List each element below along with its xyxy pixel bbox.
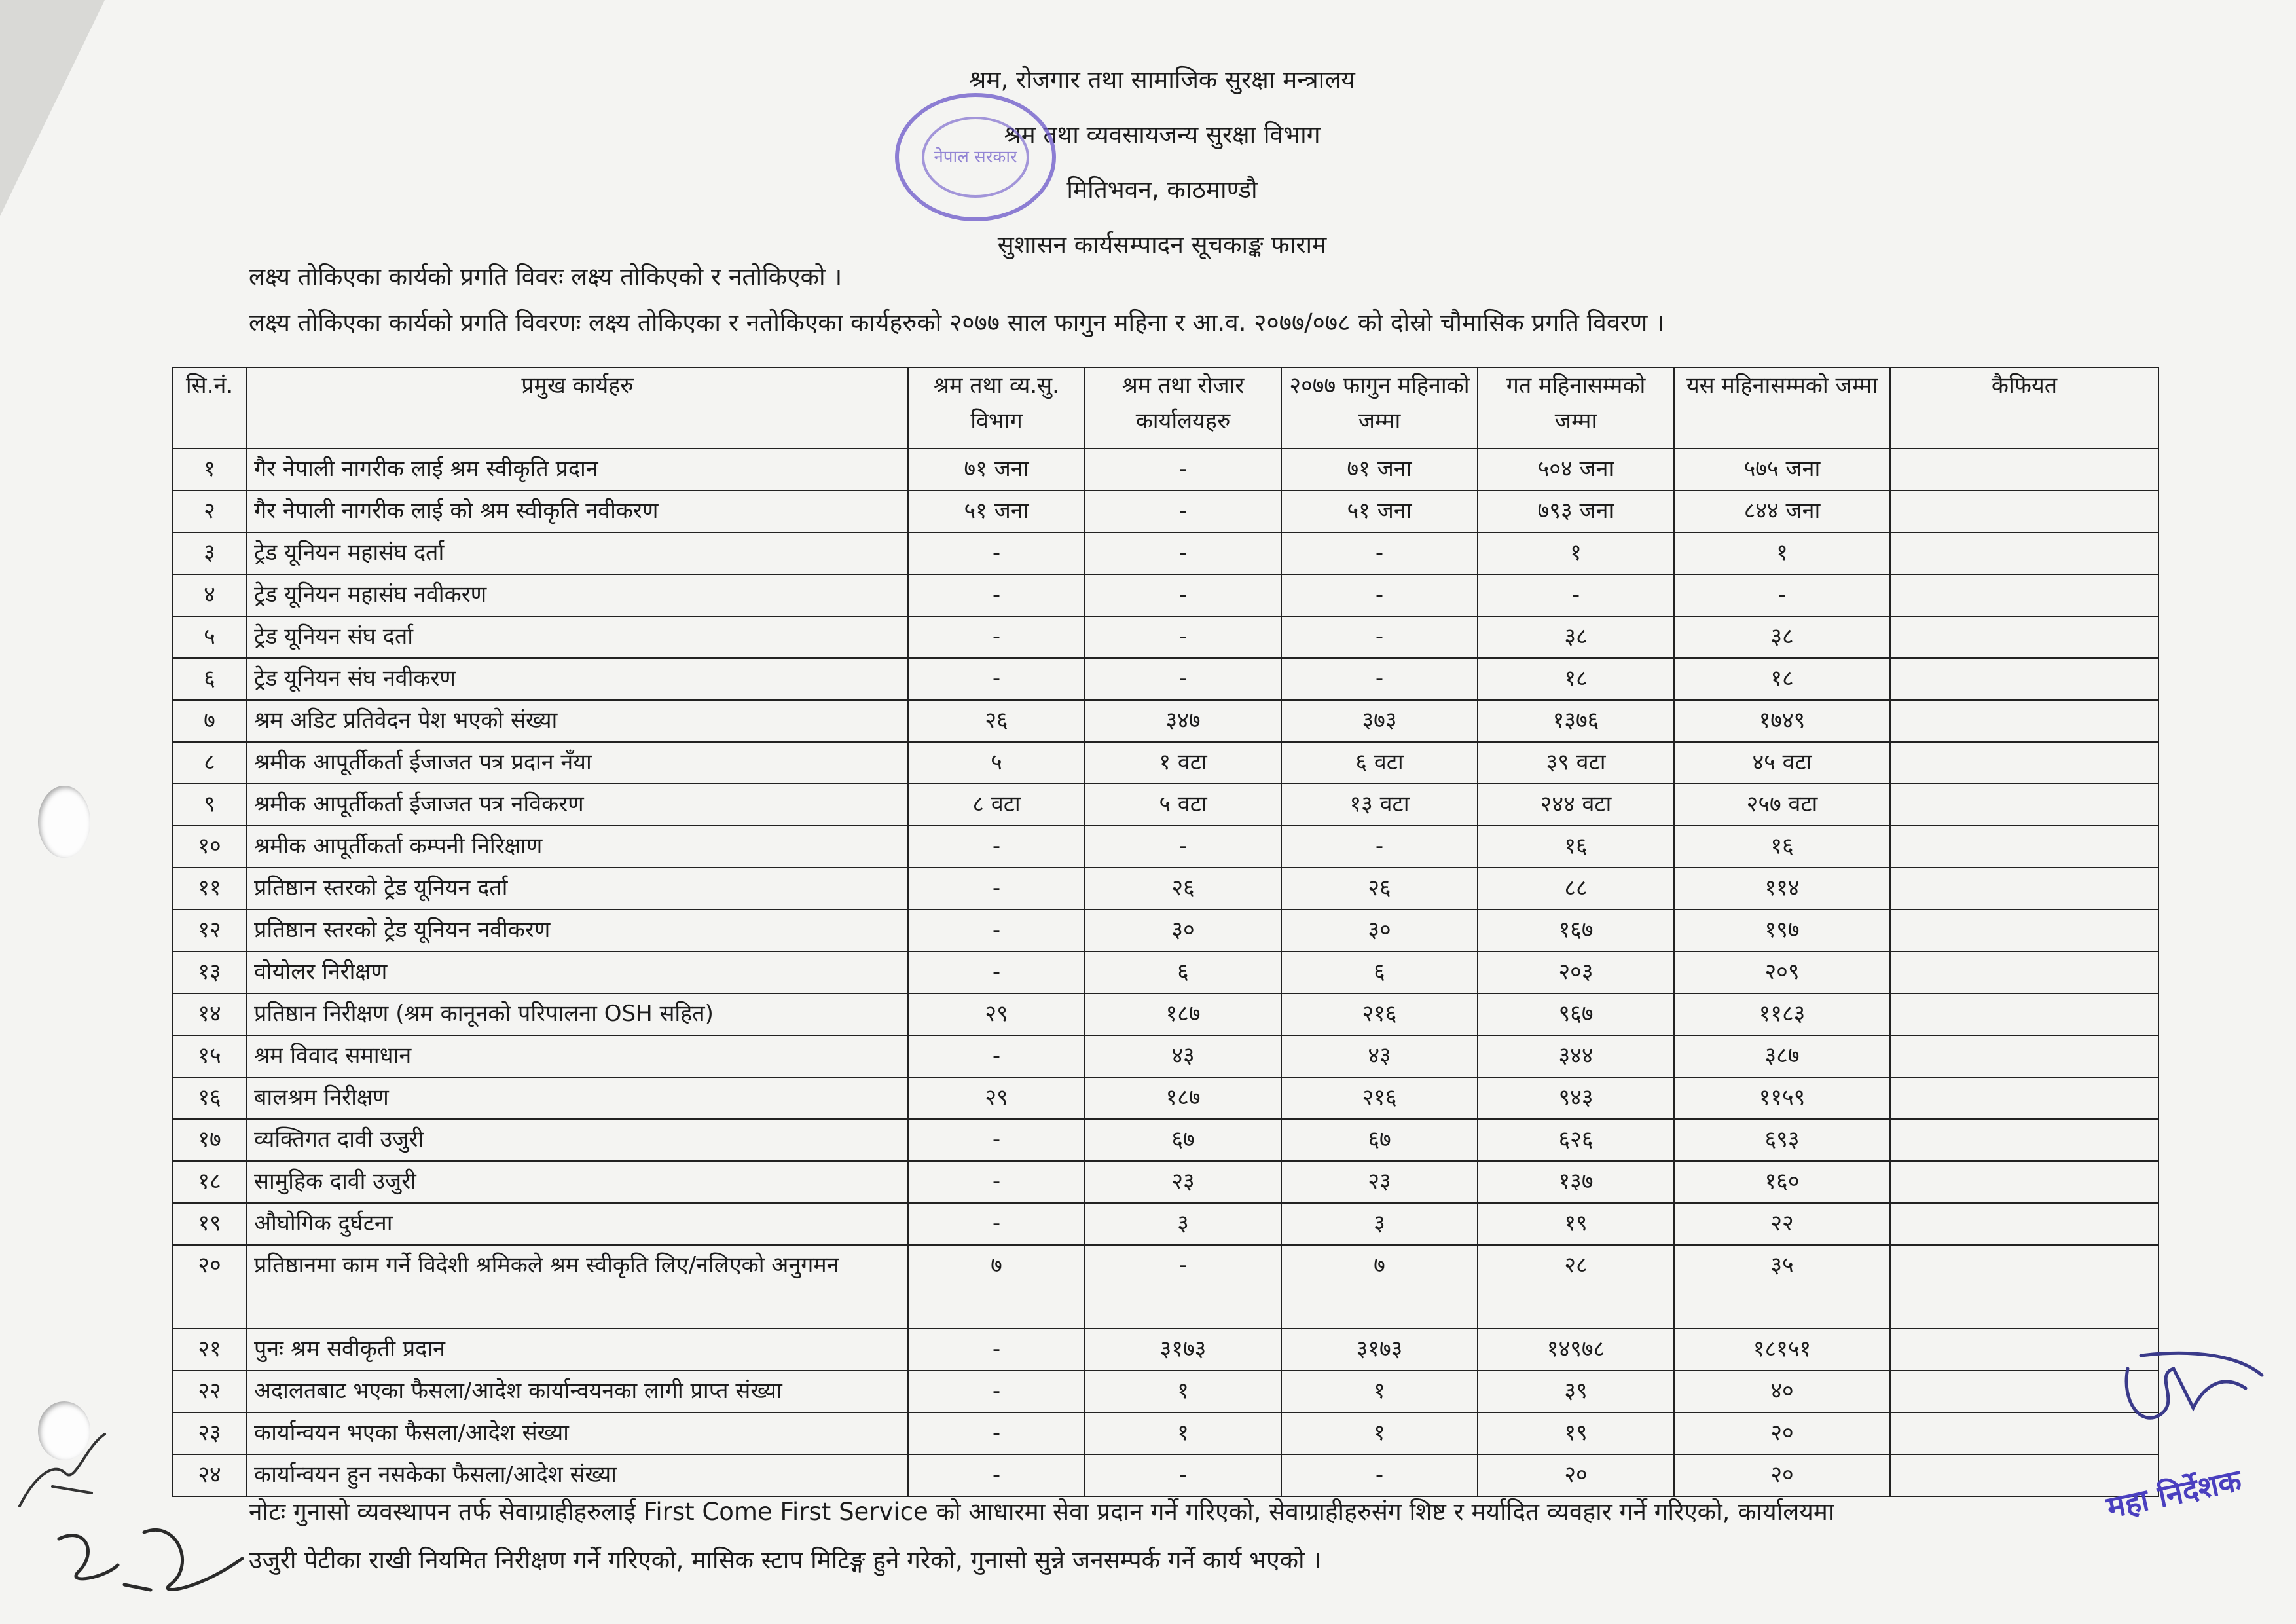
table-row (172, 490, 2159, 532)
cell-month-total: ६७ (1281, 1119, 1478, 1161)
cell-activity: प्रतिष्ठान स्तरको ट्रेड यूनियन दर्ता (247, 868, 908, 910)
cell-dept: - (908, 1371, 1085, 1412)
cell-this-total: २२ (1674, 1203, 1890, 1245)
cell-prev-total: २० (1478, 1454, 1674, 1496)
cell-month-total: १ (1281, 1371, 1478, 1412)
cell-remarks (1890, 951, 2159, 993)
cell-remarks (1890, 700, 2159, 742)
table-row (172, 742, 2159, 784)
cell-prev-total: ९६७ (1478, 993, 1674, 1035)
cell-prev-total: ३९ वटा (1478, 742, 1674, 784)
cell-month-total: - (1281, 826, 1478, 868)
cell-activity: ट्रेड यूनियन महासंघ दर्ता (247, 532, 908, 574)
cell-sn: १२ (172, 910, 247, 951)
cell-sn: १७ (172, 1119, 247, 1161)
note-line-2: उजुरी पेटीका राखी नियमित निरीक्षण गर्ने गरिएको, मासिक स्टाप मिटिङ्ग हुने गरेको, गुनासो सुन्ने जनसम्पर्क गर्ने कार्य भएको । (249, 1546, 1322, 1574)
cell-month-total: ६ (1281, 951, 1478, 993)
note-block (249, 1488, 2147, 1585)
cell-remarks (1890, 826, 2159, 868)
table-row (172, 700, 2159, 742)
cell-remarks (1890, 532, 2159, 574)
table-row (172, 658, 2159, 700)
progress-table (172, 367, 2159, 1497)
cell-this-total: १८ (1674, 658, 1890, 700)
cell-prev-total: १९ (1478, 1203, 1674, 1245)
cell-dept: - (908, 910, 1085, 951)
cell-remarks (1890, 993, 2159, 1035)
cell-offices: ३४७ (1085, 700, 1281, 742)
cell-dept: - (908, 868, 1085, 910)
cell-offices: ३१७३ (1085, 1329, 1281, 1371)
cell-sn: ३ (172, 532, 247, 574)
cell-prev-total: १४९७८ (1478, 1329, 1674, 1371)
cell-sn: ७ (172, 700, 247, 742)
cell-remarks (1890, 574, 2159, 616)
cell-prev-total: ६२६ (1478, 1119, 1674, 1161)
table-row (172, 1371, 2159, 1412)
table-row (172, 532, 2159, 574)
cell-dept: २६ (908, 700, 1085, 742)
cell-this-total: १९७ (1674, 910, 1890, 951)
cell-month-total: २१६ (1281, 993, 1478, 1035)
cell-this-total: २० (1674, 1412, 1890, 1454)
cell-prev-total: ३४४ (1478, 1035, 1674, 1077)
punch-hole (38, 786, 90, 858)
designation-stamp: महा निर्देशक (2104, 1462, 2245, 1526)
cell-offices: ६७ (1085, 1119, 1281, 1161)
cell-activity: व्यक्तिगत दावी उजुरी (247, 1119, 908, 1161)
cell-prev-total: १ (1478, 532, 1674, 574)
cell-activity: वोयोलर निरीक्षण (247, 951, 908, 993)
table-body (172, 449, 2159, 1496)
cell-dept: - (908, 616, 1085, 658)
cell-this-total: ४५ वटा (1674, 742, 1890, 784)
cell-offices: - (1085, 658, 1281, 700)
table-row (172, 1035, 2159, 1077)
cell-offices: २६ (1085, 868, 1281, 910)
table-row (172, 1119, 2159, 1161)
cell-dept: - (908, 1412, 1085, 1454)
cell-remarks (1890, 1203, 2159, 1245)
cell-dept: ५१ जना (908, 490, 1085, 532)
cell-month-total: १ (1281, 1412, 1478, 1454)
cell-dept: - (908, 1329, 1085, 1371)
cell-prev-total: १८ (1478, 658, 1674, 700)
cell-this-total: १७४९ (1674, 700, 1890, 742)
cell-this-total: ४० (1674, 1371, 1890, 1412)
cell-prev-total: ८८ (1478, 868, 1674, 910)
table-row (172, 1329, 2159, 1371)
cell-month-total: २६ (1281, 868, 1478, 910)
cell-offices: ३ (1085, 1203, 1281, 1245)
cell-sn: २४ (172, 1454, 247, 1496)
header-dept: श्रम तथा व्य.सु. विभाग (908, 367, 1085, 449)
cell-offices: - (1085, 1245, 1281, 1329)
cell-remarks (1890, 868, 2159, 910)
cell-offices: - (1085, 616, 1281, 658)
cell-month-total: ३० (1281, 910, 1478, 951)
cell-remarks (1890, 1245, 2159, 1329)
cell-month-total: २१६ (1281, 1077, 1478, 1119)
cell-remarks (1890, 742, 2159, 784)
cell-activity: प्रतिष्ठान निरीक्षण (श्रम कानूनको परिपालना OSH सहित) (247, 993, 908, 1035)
cell-sn: १५ (172, 1035, 247, 1077)
cell-sn: २३ (172, 1412, 247, 1454)
cell-activity: ट्रेड यूनियन संघ दर्ता (247, 616, 908, 658)
cell-dept: - (908, 1203, 1085, 1245)
cell-this-total: १६० (1674, 1161, 1890, 1203)
cell-activity: श्रमीक आपूर्तीकर्ता ईजाजत पत्र प्रदान नँया (247, 742, 908, 784)
cell-sn: २१ (172, 1329, 247, 1371)
table-row (172, 1245, 2159, 1329)
cell-activity: गैर नेपाली नागरीक लाई श्रम स्वीकृति प्रदान (247, 449, 908, 490)
cell-month-total: ३७३ (1281, 700, 1478, 742)
cell-activity: सामुहिक दावी उजुरी (247, 1161, 908, 1203)
cell-sn: ८ (172, 742, 247, 784)
cell-remarks (1890, 1077, 2159, 1119)
cell-activity: कार्यान्वयन हुन नसकेका फैसला/आदेश संख्या (247, 1454, 908, 1496)
intro-line-1: लक्ष्य तोकिएका कार्यको प्रगति विवरः लक्ष्य तोकिएको र नतोकिएको । (249, 263, 843, 291)
table-row (172, 993, 2159, 1035)
cell-sn: २० (172, 1245, 247, 1329)
cell-offices: १ वटा (1085, 742, 1281, 784)
cell-month-total: - (1281, 658, 1478, 700)
cell-prev-total: ५०४ जना (1478, 449, 1674, 490)
header-this-total: यस महिनासम्मको जम्मा (1674, 367, 1890, 449)
header-offices: श्रम तथा रोजार कार्यालयहरु (1085, 367, 1281, 449)
document-header (720, 52, 1604, 272)
cell-offices: १ (1085, 1371, 1281, 1412)
cell-prev-total: २०३ (1478, 951, 1674, 993)
note-line-1: नोटः गुनासो व्यवस्थापन तर्फ सेवाग्राहीहरुलाई First Come First Service को आधारमा सेवा प्रदान गर्ने गरिएको, सेवाग्राहीहरुसंग शिष्ट र मर्यादित व्यवहार गर्ने गरिएको, कार्यालयमा (249, 1498, 1834, 1526)
cell-month-total: - (1281, 574, 1478, 616)
cell-offices: १ (1085, 1412, 1281, 1454)
cell-month-total: - (1281, 532, 1478, 574)
cell-activity: श्रम विवाद समाधान (247, 1035, 908, 1077)
cell-prev-total: १३७६ (1478, 700, 1674, 742)
cell-dept: ७१ जना (908, 449, 1085, 490)
cell-month-total: १३ वटा (1281, 784, 1478, 826)
cell-offices: ३० (1085, 910, 1281, 951)
cell-activity: बालश्रम निरीक्षण (247, 1077, 908, 1119)
cell-month-total: ७ (1281, 1245, 1478, 1329)
cell-dept: - (908, 1454, 1085, 1496)
cell-offices: ६ (1085, 951, 1281, 993)
cell-dept: - (908, 1119, 1085, 1161)
cell-remarks (1890, 658, 2159, 700)
table-row (172, 1161, 2159, 1203)
cell-offices: ४३ (1085, 1035, 1281, 1077)
cell-offices: - (1085, 449, 1281, 490)
cell-this-total: १ (1674, 532, 1890, 574)
cell-dept: ५ (908, 742, 1085, 784)
cell-this-total: ११८३ (1674, 993, 1890, 1035)
intro-line-2: लक्ष्य तोकिएका कार्यको प्रगति विवरणः लक्ष्य तोकिएका र नतोकिएका कार्यहरुको २०७७ साल फागुन महिना र आ.व. २०७७/०७८ को दोस्रो चौमासिक प्रगति विवरण । (249, 308, 1665, 337)
cell-sn: १४ (172, 993, 247, 1035)
cell-offices: १८७ (1085, 993, 1281, 1035)
cell-sn: १८ (172, 1161, 247, 1203)
cell-prev-total: ७९३ जना (1478, 490, 1674, 532)
cell-activity: गैर नेपाली नागरीक लाई को श्रम स्वीकृति नवीकरण (247, 490, 908, 532)
table-row (172, 868, 2159, 910)
cell-sn: ११ (172, 868, 247, 910)
cell-sn: ४ (172, 574, 247, 616)
cell-offices: - (1085, 532, 1281, 574)
cell-activity: प्रतिष्ठान स्तरको ट्रेड यूनियन नवीकरण (247, 910, 908, 951)
cell-month-total: ४३ (1281, 1035, 1478, 1077)
cell-sn: १६ (172, 1077, 247, 1119)
cell-month-total: ७१ जना (1281, 449, 1478, 490)
cell-prev-total: २४४ वटा (1478, 784, 1674, 826)
department-name: श्रम तथा व्यवसायजन्य सुरक्षा विभाग (1004, 120, 1321, 149)
cell-this-total: १८१५१ (1674, 1329, 1890, 1371)
table-row (172, 616, 2159, 658)
cell-offices: - (1085, 826, 1281, 868)
cell-dept: - (908, 532, 1085, 574)
cell-sn: ६ (172, 658, 247, 700)
cell-remarks (1890, 784, 2159, 826)
cell-sn: १९ (172, 1203, 247, 1245)
cell-remarks (1890, 1161, 2159, 1203)
cell-this-total: ३८७ (1674, 1035, 1890, 1077)
form-title: सुशासन कार्यसम्पादन सूचकाङ्क फाराम (997, 231, 1327, 259)
table-row (172, 910, 2159, 951)
cell-remarks (1890, 449, 2159, 490)
cell-offices: २३ (1085, 1161, 1281, 1203)
cell-dept: - (908, 658, 1085, 700)
cell-activity: ट्रेड यूनियन संघ नवीकरण (247, 658, 908, 700)
initials-signature (46, 1513, 268, 1604)
cell-dept: - (908, 1161, 1085, 1203)
cell-this-total: ११४ (1674, 868, 1890, 910)
signature-mark (2115, 1349, 2265, 1447)
table-header-row (172, 367, 2159, 449)
cell-activity: अदालतबाट भएका फैसला/आदेश कार्यान्वयनका लागी प्राप्त संख्या (247, 1371, 908, 1412)
cell-this-total: ३५ (1674, 1245, 1890, 1329)
cell-this-total: २५७ वटा (1674, 784, 1890, 826)
cell-activity: पुनः श्रम सवीकृती प्रदान (247, 1329, 908, 1371)
cell-sn: २२ (172, 1371, 247, 1412)
cell-prev-total: १६७ (1478, 910, 1674, 951)
cell-remarks (1890, 490, 2159, 532)
cell-this-total: २०९ (1674, 951, 1890, 993)
cell-offices: - (1085, 490, 1281, 532)
cell-this-total: - (1674, 574, 1890, 616)
cell-activity: श्रम अडिट प्रतिवेदन पेश भएको संख्या (247, 700, 908, 742)
cell-month-total: - (1281, 1454, 1478, 1496)
cell-dept: - (908, 826, 1085, 868)
cell-dept: - (908, 951, 1085, 993)
cell-activity: श्रमीक आपूर्तीकर्ता ईजाजत पत्र नविकरण (247, 784, 908, 826)
table-row (172, 449, 2159, 490)
seal-label: नेपाल सरकार (934, 147, 1017, 167)
header-prev-total: गत महिनासम्मको जम्मा (1478, 367, 1674, 449)
header-sn: सि.नं. (172, 367, 247, 449)
cell-prev-total: ३९ (1478, 1371, 1674, 1412)
cell-offices: - (1085, 574, 1281, 616)
cell-sn: ५ (172, 616, 247, 658)
header-activity: प्रमुख कार्यहरु (247, 367, 908, 449)
intro-block (249, 254, 2213, 346)
cell-prev-total: २८ (1478, 1245, 1674, 1329)
cell-month-total: २३ (1281, 1161, 1478, 1203)
cell-dept: - (908, 574, 1085, 616)
cell-activity: औघोगिक दुर्घटना (247, 1203, 908, 1245)
cell-this-total: २० (1674, 1454, 1890, 1496)
table-row (172, 574, 2159, 616)
cell-dept: २९ (908, 993, 1085, 1035)
margin-scribble (13, 1421, 118, 1513)
cell-offices: ५ वटा (1085, 784, 1281, 826)
cell-activity: ट्रेड यूनियन महासंघ नवीकरण (247, 574, 908, 616)
table-row (172, 951, 2159, 993)
cell-activity: श्रमीक आपूर्तीकर्ता कम्पनी निरिक्षाण (247, 826, 908, 868)
page-fold-corner (0, 0, 105, 216)
cell-month-total: ५१ जना (1281, 490, 1478, 532)
cell-this-total: ६९३ (1674, 1119, 1890, 1161)
cell-month-total: ६ वटा (1281, 742, 1478, 784)
cell-offices: - (1085, 1454, 1281, 1496)
cell-this-total: १६ (1674, 826, 1890, 868)
cell-this-total: ३८ (1674, 616, 1890, 658)
cell-sn: १ (172, 449, 247, 490)
cell-prev-total: १९ (1478, 1412, 1674, 1454)
cell-dept: २९ (908, 1077, 1085, 1119)
cell-month-total: ३१७३ (1281, 1329, 1478, 1371)
cell-month-total: - (1281, 616, 1478, 658)
table-row (172, 1412, 2159, 1454)
cell-dept: ७ (908, 1245, 1085, 1329)
cell-this-total: ११५९ (1674, 1077, 1890, 1119)
cell-sn: २ (172, 490, 247, 532)
cell-remarks (1890, 616, 2159, 658)
table-row (172, 1077, 2159, 1119)
cell-remarks (1890, 910, 2159, 951)
cell-month-total: ३ (1281, 1203, 1478, 1245)
office-location: मितिभवन, काठमाण्डौ (1066, 175, 1258, 204)
cell-dept: - (908, 1035, 1085, 1077)
cell-this-total: ५७५ जना (1674, 449, 1890, 490)
cell-prev-total: ९४३ (1478, 1077, 1674, 1119)
cell-offices: १८७ (1085, 1077, 1281, 1119)
cell-remarks (1890, 1119, 2159, 1161)
cell-dept: ८ वटा (908, 784, 1085, 826)
table-row (172, 826, 2159, 868)
cell-prev-total: १६ (1478, 826, 1674, 868)
header-remarks: कैफियत (1890, 367, 2159, 449)
cell-this-total: ८४४ जना (1674, 490, 1890, 532)
cell-activity: प्रतिष्ठानमा काम गर्ने विदेशी श्रमिकले श्रम स्वीकृति लिए/नलिएको अनुगमन (247, 1245, 908, 1329)
table-row (172, 1203, 2159, 1245)
cell-prev-total: - (1478, 574, 1674, 616)
office-seal-stamp (877, 79, 1074, 236)
cell-prev-total: ३८ (1478, 616, 1674, 658)
ministry-name: श्रम, रोजगार तथा सामाजिक सुरक्षा मन्त्रालय (969, 65, 1355, 94)
cell-remarks (1890, 1035, 2159, 1077)
table-row (172, 784, 2159, 826)
cell-sn: १० (172, 826, 247, 868)
cell-prev-total: १३७ (1478, 1161, 1674, 1203)
cell-activity: कार्यान्वयन भएका फैसला/आदेश संख्या (247, 1412, 908, 1454)
header-month-total: २०७७ फागुन महिनाको जम्मा (1281, 367, 1478, 449)
cell-sn: १३ (172, 951, 247, 993)
cell-sn: ९ (172, 784, 247, 826)
